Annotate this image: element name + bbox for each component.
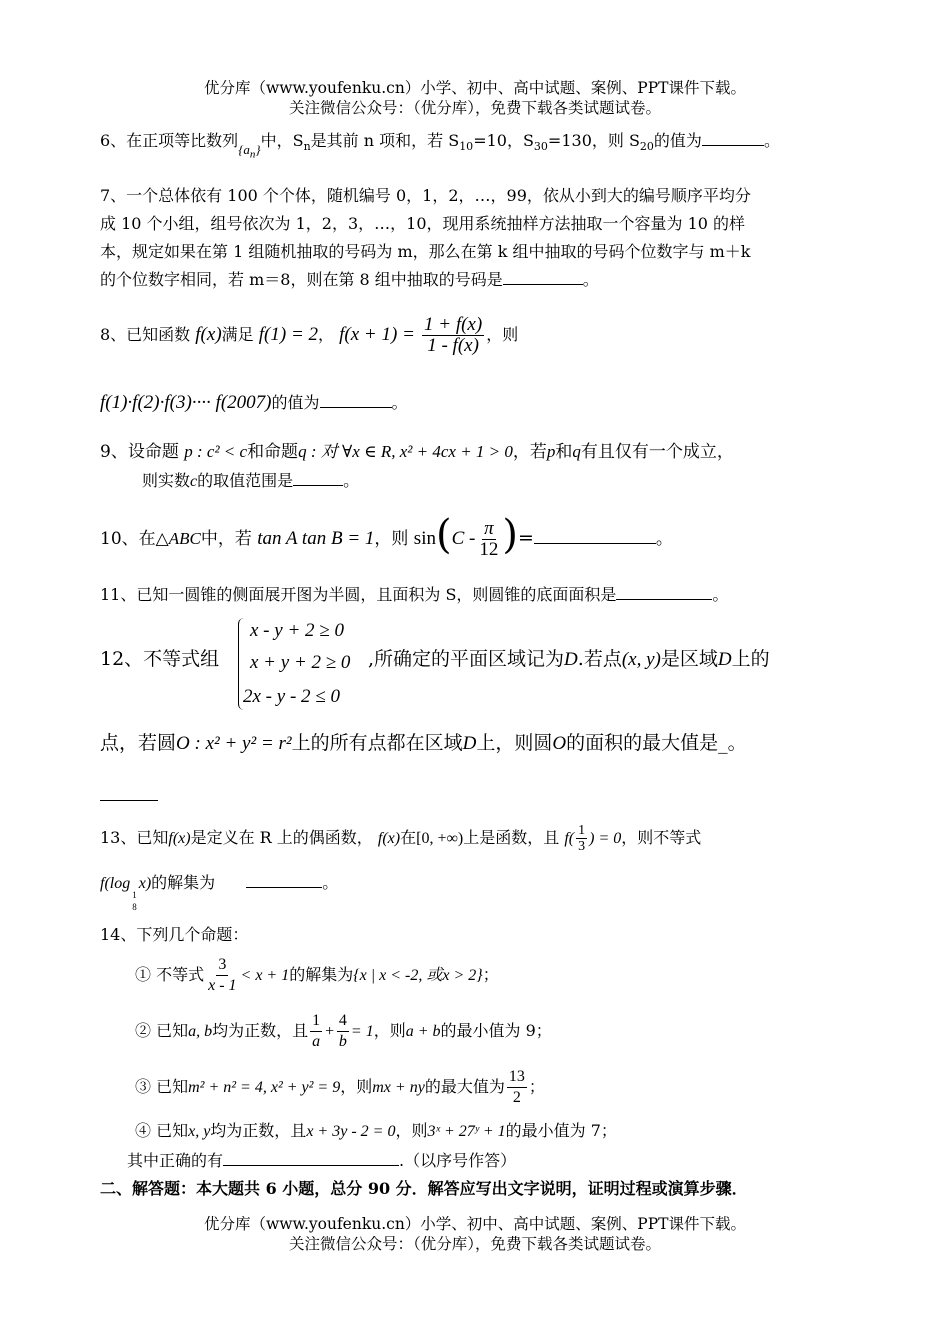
inequality-1: x - y + 2 ≥ 0 — [250, 620, 344, 641]
proposition-1: ① 不等式 $\frac{3}{x - 1}$ < x + 1的解集为{x | x < -2, 或x > 2}； — [135, 956, 499, 994]
question-8-line-2: f(1)·f(2)·f(3)···· f(2007)的值为 。 — [100, 392, 408, 413]
question-11: 11、已知一圆锥的侧面展开图为半圆，且面积为 S，则圆锥的底面面积是 。 — [100, 585, 729, 604]
question-12-line-1: ,所确定的平面区域记为D.若点(x, y)是区域D上的 — [368, 648, 770, 670]
question-7-line-1: 7、一个总体依有 100 个个体，随机编号 0，1，2，…，99，依从小到大的编号顺序平均分 — [100, 186, 751, 205]
answer-blank-11[interactable] — [616, 585, 712, 600]
question-14-answer: 其中正确的有 .（以序号作答） — [127, 1151, 517, 1170]
question-7-line-2: 成 10 个小组，组号依次为 1，2，3，…，10，现用系统抽样方法抽取一个容量为 10 的样 — [100, 214, 746, 233]
answer-blank-13[interactable] — [246, 873, 322, 888]
question-10: 10、在△ABC中，若 tan A tan B = 1，则 sin(C - $\frac{\pi}{12}$ )= 。 — [100, 512, 673, 560]
question-12-line-2: 点，若圆O : x² + y² = r²上的所有点都在区域D上，则圆O的面积的最大值是_。 — [100, 732, 747, 754]
question-9-line-2: 则实数c的取值范围是 。 — [142, 471, 360, 490]
inequality-2: x + y + 2 ≥ 0 — [250, 652, 351, 673]
question-8-line-1: 8、已知函数 f(x)满足 f(1) = 2， f(x + 1) = $\frac{1 + f(x)}{1 - f(x)}$ ，则 — [100, 314, 519, 356]
footer-line-1: 优分库（www.youfenku.cn）小学、初中、高中试题、案例、PPT课件下载。 — [203, 1215, 747, 1233]
answer-blank-7[interactable] — [503, 270, 583, 285]
answer-blank-9[interactable] — [293, 471, 343, 486]
header-line-1: 优分库（www.youfenku.cn）小学、初中、高中试题、案例、PPT课件下载。 — [203, 79, 747, 97]
proposition-3: ③ 已知m² + n² = 4, x² + y² = 9，则mx + ny的最大值为 $\frac{13}{2}$ ； — [135, 1068, 545, 1106]
inequality-3: 2x - y - 2 ≤ 0 — [243, 686, 340, 707]
section-2-heading: 二、解答题：本大题共 6 小题，总分 90 分．解答应写出文字说明，证明过程或演算步骤． — [100, 1179, 748, 1198]
answer-blank-10[interactable] — [534, 529, 656, 544]
proposition-4: ④ 已知x, y均为正数，且x + 3y - 2 = 0，则3ˣ + 27ʸ + 1的最小值为 7； — [135, 1121, 617, 1140]
answer-blank-14[interactable] — [223, 1151, 399, 1166]
question-7-line-4: 的个位数字相同，若 m＝8，则在第 8 组中抽取的号码是 。 — [100, 270, 599, 289]
question-7-line-3: 本，规定如果在第 1 组随机抽取的号码为 m，那么在第 k 组中抽取的号码个位数字与 m＋k — [100, 242, 751, 261]
question-14-title: 14、下列几个命题： — [100, 925, 249, 944]
answer-blank-6[interactable] — [702, 131, 764, 146]
question-9-line-1: 9、设命题 p : c² < c和命题q : 对 ∀x ∈ R, x² + 4cx + 1 > 0，若p和q有且仅有一个成立， — [100, 442, 734, 462]
question-13-line-2: f(log 1 8 x)的解集为 。 — [100, 873, 339, 912]
answer-blank-12[interactable] — [100, 800, 158, 801]
footer-line-2: 关注微信公众号：（优分库），免费下载各类试题试卷。 — [288, 1235, 661, 1253]
question-6: 6、在正项等比数列$_{\{a_n\}}$中，$S_n$是其前 n 项和，若 $S_{10}=10$，$S_{30}=130$，则 $S_{20}$的值为 。 — [100, 131, 780, 161]
answer-blank-8[interactable] — [320, 393, 392, 408]
question-13-line-1: 13、已知f(x)是定义在 R 上的偶函数， f(x)在[0, +∞)上是函数，且 f( $\frac{1}{3}$ ) = 0，则不等式 — [100, 823, 702, 854]
proposition-2: ② 已知a, b均为正数，且 $\frac{1}{a}$ + $\frac{4}{b}$ = 1，则a + b的最小值为 9； — [135, 1012, 552, 1050]
question-12-label: 12、不等式组 — [100, 648, 220, 670]
header-line-2: 关注微信公众号：（优分库），免费下载各类试题试卷。 — [288, 99, 661, 117]
